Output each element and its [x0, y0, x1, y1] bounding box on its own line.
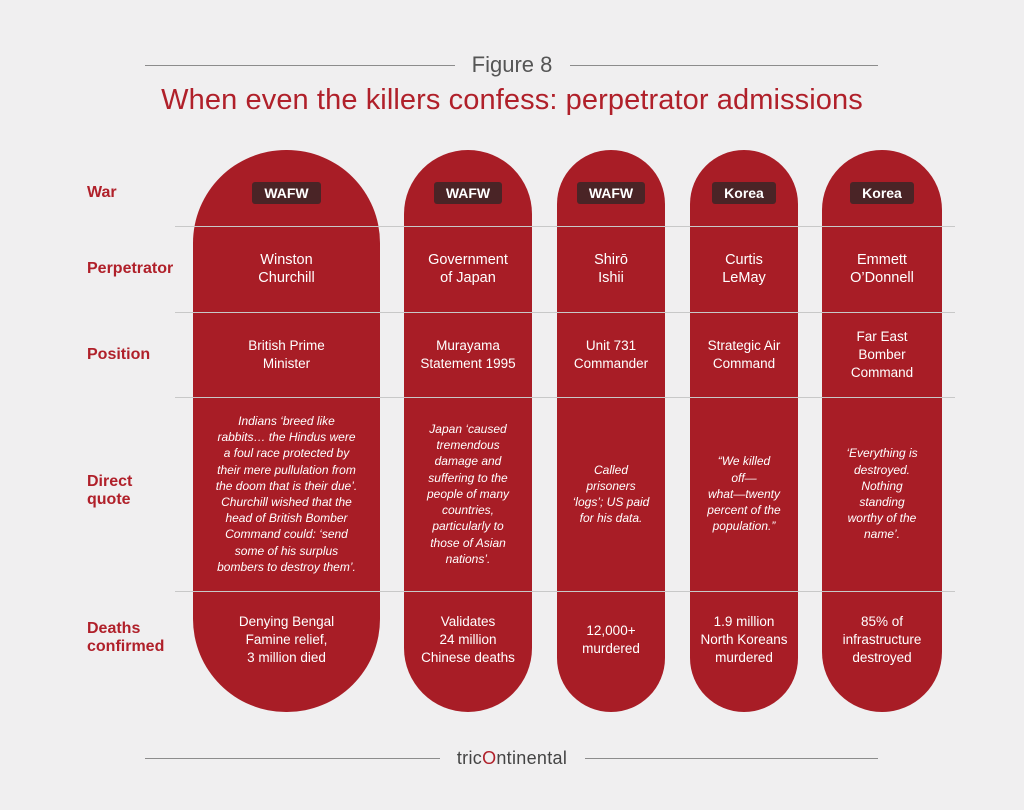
deaths-line: Validates [440, 614, 496, 629]
position-text [420, 337, 515, 373]
deaths-line: 12,000+ [586, 623, 636, 638]
cell-position [193, 318, 380, 392]
row-label-quote-line1: Direct [87, 473, 133, 490]
deaths-text [582, 622, 640, 658]
perpetrator-line: Shirō [594, 252, 628, 268]
position-line: Commander [573, 356, 649, 371]
deaths-line: infrastructure [842, 632, 922, 647]
quote-text [846, 445, 917, 542]
quote-text [427, 421, 509, 567]
perpetrator-text [722, 251, 766, 287]
row-divider [175, 312, 955, 313]
logo-suffix: ntinental [496, 748, 568, 768]
perpetrator-line: of Japan [440, 270, 496, 286]
perpetrator-line: Curtis [725, 252, 763, 268]
cell-war [690, 176, 798, 210]
quote-line: rabbits… the Hindus were [217, 430, 356, 445]
quote-line: prisoners [586, 478, 636, 493]
row-label-war: War [87, 184, 117, 201]
cell-deaths [557, 597, 665, 683]
cell-quote [690, 403, 798, 585]
quote-line: Called [593, 462, 629, 477]
row-label-deaths-line1: Deaths [87, 620, 141, 637]
deaths-line: 1.9 million [713, 614, 775, 629]
row-divider [175, 591, 955, 592]
perpetrator-line: LeMay [722, 270, 766, 286]
perpetrator-text [594, 251, 628, 287]
quote-line: the doom that is their due’. [215, 478, 358, 493]
quote-line: off— [731, 470, 757, 485]
cell-position [557, 318, 665, 392]
quote-line: a foul race protected by [223, 446, 350, 461]
war-badge: Korea [850, 182, 914, 204]
cell-deaths [690, 597, 798, 683]
cell-quote [404, 403, 532, 585]
deaths-line: murdered [582, 641, 640, 656]
position-text [708, 337, 781, 373]
position-line: Unit 731 [585, 338, 637, 353]
perpetrator-text [258, 251, 314, 287]
quote-text [707, 453, 780, 534]
cell-position [690, 318, 798, 392]
cell-deaths [193, 597, 380, 683]
cell-perpetrator [822, 232, 942, 306]
position-line: Command [850, 365, 914, 380]
war-badge: Korea [712, 182, 776, 204]
perpetrator-line: Emmett [857, 252, 907, 268]
quote-line: their mere pullulation from [217, 462, 356, 477]
cell-perpetrator [404, 232, 532, 306]
cell-war [557, 176, 665, 210]
row-divider [175, 226, 955, 227]
deaths-text [843, 613, 922, 667]
quote-line: population.” [712, 519, 776, 534]
cell-position [404, 318, 532, 392]
position-line: Murayama [436, 338, 500, 353]
cell-quote [557, 403, 665, 585]
quote-line: for his data. [579, 511, 643, 526]
deaths-line: Denying Bengal [238, 614, 335, 629]
quote-line: Command could: ‘send [225, 527, 348, 542]
quote-text [216, 413, 357, 575]
row-label-deaths [87, 620, 164, 656]
row-label-deaths-line2: confirmed [87, 638, 165, 655]
deaths-line: destroyed [852, 650, 912, 665]
cell-perpetrator [557, 232, 665, 306]
perpetrator-line: Government [428, 252, 508, 268]
war-badge: WAFW [252, 182, 320, 204]
quote-line: nations’. [445, 551, 491, 566]
position-line: Bomber [858, 347, 906, 362]
quote-line: Nothing [861, 478, 903, 493]
perpetrator-text [428, 251, 508, 287]
position-text [851, 328, 913, 382]
quote-line: “We killed [717, 454, 771, 469]
quote-line: head of British Bomber [225, 511, 348, 526]
quote-line: name’. [863, 527, 901, 542]
quote-line: countries, [441, 503, 495, 518]
deaths-line: murdered [715, 650, 773, 665]
position-line: Minister [262, 356, 311, 371]
perpetrator-line: O’Donnell [850, 270, 914, 286]
row-divider [175, 397, 955, 398]
quote-line: worthy of the [847, 511, 917, 526]
row-label-perpetrator: Perpetrator [87, 260, 174, 277]
cell-perpetrator [690, 232, 798, 306]
deaths-line: North Koreans [700, 632, 788, 647]
page-title: When even the killers confess: perpetrator admissions [161, 84, 863, 116]
quote-line: ‘Everything is [846, 446, 918, 461]
quote-line: Japan ‘caused [429, 422, 507, 437]
cell-war [404, 176, 532, 210]
quote-line: Indians ‘breed like [238, 413, 335, 428]
cell-war [822, 176, 942, 210]
quote-line: damage and [434, 454, 502, 469]
logo-mark: O [482, 748, 497, 768]
cell-war [193, 176, 380, 210]
quote-line: what—twenty [707, 486, 780, 501]
cell-perpetrator [193, 232, 380, 306]
deaths-line: 85% of [860, 614, 904, 629]
perpetrator-text [850, 251, 914, 287]
deaths-line: 24 million [439, 632, 497, 647]
deaths-line: Famine relief, [245, 632, 328, 647]
quote-line: suffering to the [428, 470, 508, 485]
cell-position [822, 318, 942, 392]
deaths-text [700, 613, 787, 667]
quote-line: Churchill wished that the [221, 495, 352, 509]
position-text [248, 337, 325, 373]
deaths-line: Chinese deaths [421, 650, 515, 665]
quote-line: people of many [426, 486, 510, 501]
perpetrator-line: Winston [260, 252, 313, 268]
cell-quote [193, 403, 380, 585]
perpetrator-line: Ishii [598, 270, 624, 286]
war-badge: WAFW [434, 182, 502, 204]
deaths-line: 3 million died [247, 650, 326, 665]
row-label-position: Position [87, 346, 151, 363]
quote-line: particularly to [432, 519, 504, 534]
quote-line: some of his surplus [234, 543, 339, 558]
deaths-text [239, 613, 334, 667]
position-line: Command [712, 356, 776, 371]
quote-line: tremendous [436, 438, 500, 453]
quote-line: destroyed. [853, 462, 911, 477]
row-label-quote [87, 473, 132, 509]
quote-line: standing [859, 495, 905, 509]
quote-line: ‘logs’; US paid [572, 495, 650, 509]
cell-quote [822, 403, 942, 585]
quote-line: bombers to destroy them’. [217, 559, 356, 574]
quote-line: percent of the [707, 503, 781, 518]
perpetrator-line: Churchill [258, 270, 315, 286]
tricontinental-logo [0, 748, 1024, 769]
row-label-quote-line2: quote [87, 491, 131, 508]
position-line: Strategic Air [707, 338, 781, 353]
figure-label: Figure 8 [471, 52, 553, 77]
position-line: Statement 1995 [420, 356, 516, 371]
war-badge: WAFW [577, 182, 645, 204]
cell-deaths [822, 597, 942, 683]
position-text [574, 337, 648, 373]
deaths-text [421, 613, 515, 667]
position-line: Far East [856, 329, 908, 344]
logo-prefix: tric [456, 748, 483, 768]
position-line: British Prime [248, 338, 325, 353]
quote-text [573, 462, 650, 527]
cell-deaths [404, 597, 532, 683]
quote-line: those of Asian [430, 535, 506, 550]
